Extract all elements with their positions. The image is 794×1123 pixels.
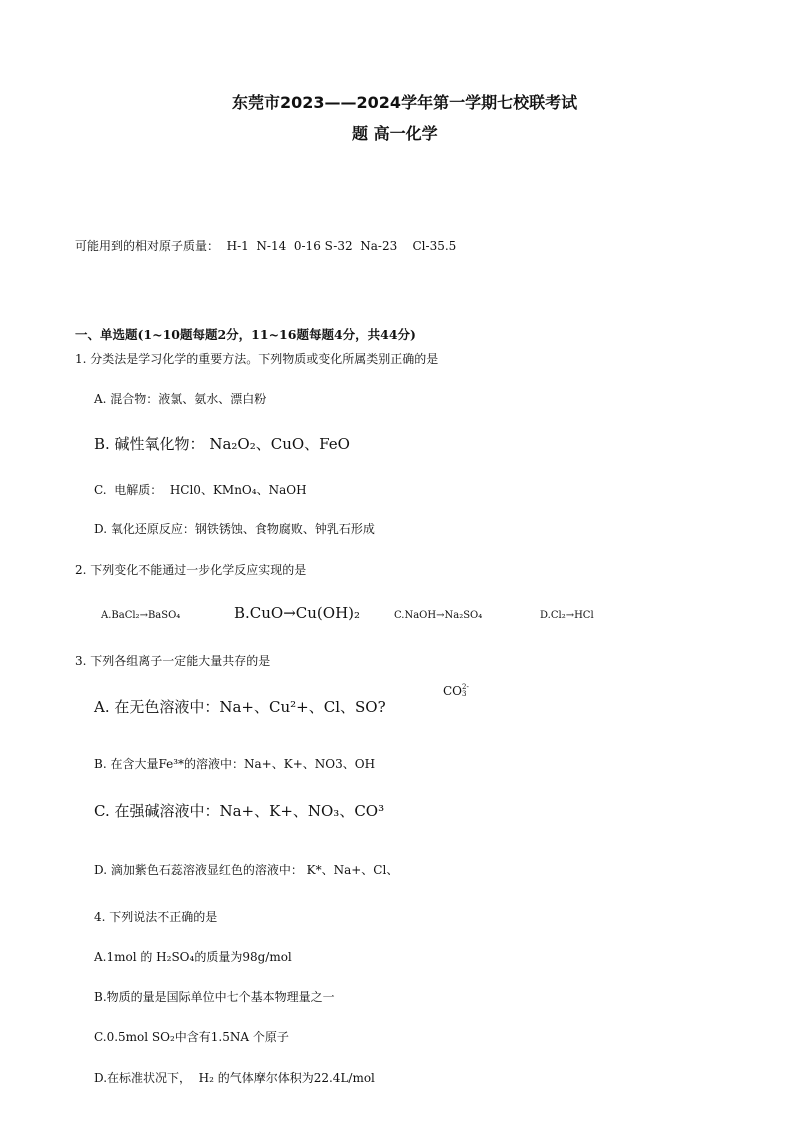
- question-3-option-d: D. 滴加紫色石蕊溶液显红色的溶液中： K*、Na+、Cl、: [94, 863, 399, 877]
- question-3-option-a: A. 在无色溶液中：Na+、Cu²+、Cl、SO?: [94, 698, 386, 716]
- floating-formula-base: CO: [443, 684, 463, 698]
- floating-formula-subscript: 3: [462, 690, 467, 698]
- question-1-stem: 1. 分类法是学习化学的重要方法。下列物质或变化所属类别正确的是: [75, 352, 439, 366]
- question-2-stem: 2. 下列变化不能通过一步化学反应实现的是: [75, 563, 307, 577]
- question-4-option-d: D.在标准状况下， H₂ 的气体摩尔体积为22.4L/mol: [94, 1071, 375, 1085]
- question-3-stem: 3. 下列各组离子一定能大量共存的是: [75, 654, 271, 668]
- question-1-option-c: C. 电解质： HCl0、KMnO₄、NaOH: [94, 483, 307, 497]
- question-3-option-c: C. 在强碱溶液中：Na+、K+、NO₃、CO³: [94, 802, 385, 820]
- exam-title-line1: 东莞市2023——2024学年第一学期七校联考试: [232, 93, 578, 112]
- question-2-option-d: D.Cl₂→HCl: [540, 610, 594, 621]
- question-1-option-a: A. 混合物：液氯、氨水、漂白粉: [94, 392, 267, 406]
- floating-formula: [443, 684, 469, 698]
- atomic-masses: 可能用到的相对原子质量： H-1 N-14 0-16 S-32 Na-23 Cl-35.5: [75, 239, 457, 253]
- exam-title-line2: 题 高一化学: [352, 124, 438, 143]
- question-2-option-c: C.NaOH→Na₂SO₄: [394, 610, 483, 621]
- question-3-option-b: B. 在含大量Fe³*的溶液中：Na+、K+、NO3、OH: [94, 757, 376, 771]
- section-heading: 一、单选题(1~10题每题2分，11~16题每题4分，共44分): [75, 327, 416, 342]
- question-2-option-b: B.CuO→Cu(OH)₂: [234, 604, 361, 622]
- question-1-option-d: D. 氧化还原反应：钢铁锈蚀、食物腐败、钟乳石形成: [94, 522, 375, 536]
- question-4-option-b: B.物质的量是国际单位中七个基本物理量之一: [94, 990, 335, 1004]
- question-4-option-a: A.1mol 的 H₂SO₄的质量为98g/mol: [94, 950, 292, 964]
- question-4-option-c: C.0.5mol SO₂中含有1.5NA 个原子: [94, 1030, 289, 1044]
- question-1-option-b: B. 碱性氧化物： Na₂O₂、CuO、FeO: [94, 435, 350, 453]
- floating-formula-charge: 2-: [462, 683, 469, 691]
- question-4-stem: 4. 下列说法不正确的是: [94, 910, 218, 924]
- question-2-option-a: A.BaCl₂→BaSO₄: [101, 610, 181, 621]
